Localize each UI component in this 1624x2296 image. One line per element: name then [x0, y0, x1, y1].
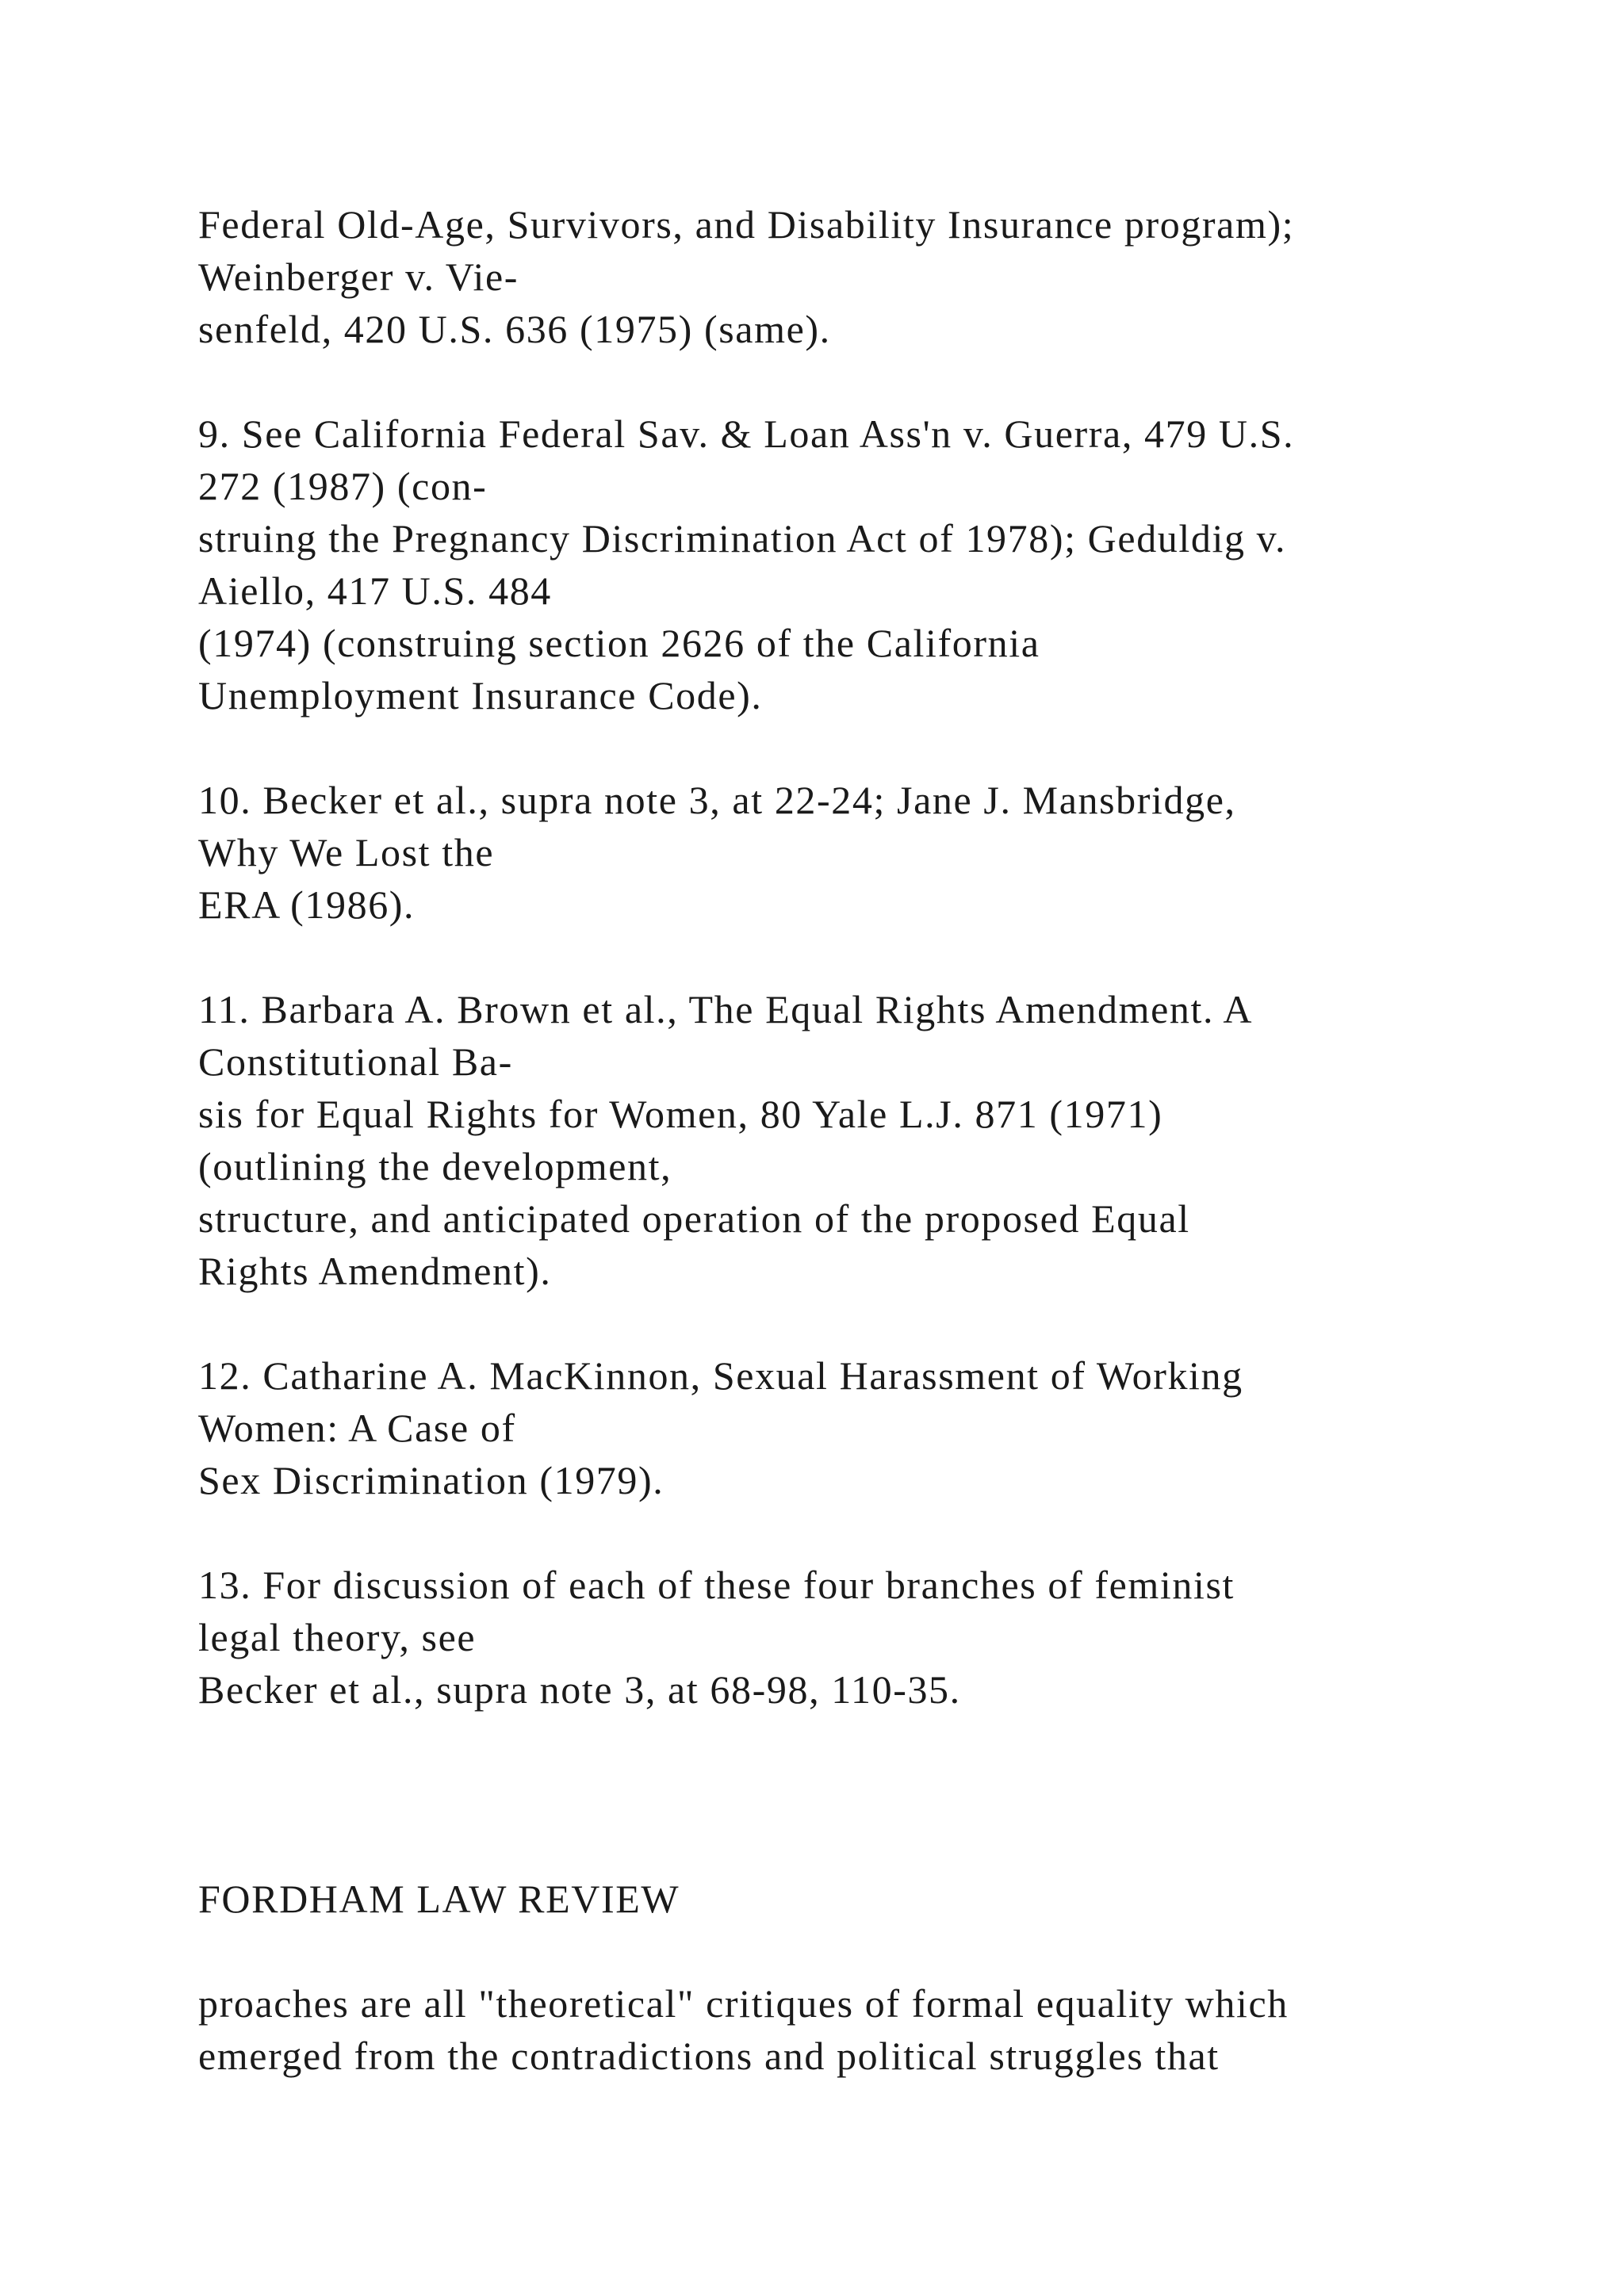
- text-line: Aiello, 417 U.S. 484: [198, 568, 552, 613]
- text-line: Women: A Case of: [198, 1406, 516, 1450]
- text-line: ERA (1986).: [198, 882, 416, 927]
- text-line: (1974) (construing section 2626 of the California: [198, 621, 1040, 665]
- text-line: senfeld, 420 U.S. 636 (1975) (same).: [198, 307, 831, 351]
- text-line: emerged from the contradictions and political struggles that: [198, 2034, 1220, 2078]
- text-line: (outlining the development,: [198, 1144, 672, 1188]
- text-line: structure, and anticipated operation of the proposed Equal: [198, 1196, 1190, 1241]
- text-line: Constitutional Ba-: [198, 1039, 513, 1084]
- text-line: sis for Equal Rights for Women, 80 Yale L.J. 871 (1971): [198, 1092, 1163, 1136]
- text-line: Unemployment Insurance Code).: [198, 673, 763, 718]
- text-line: 11. Barbara A. Brown et al., The Equal Rights Amendment. A: [198, 987, 1254, 1031]
- text-line: 13. For discussion of each of these four branches of feminist: [198, 1563, 1235, 1607]
- text-line: 9. See California Federal Sav. & Loan Ass'n v. Guerra, 479 U.S.: [198, 411, 1295, 456]
- running-header: FORDHAM LAW REVIEW: [198, 1877, 680, 1921]
- text-line: 10. Becker et al., supra note 3, at 22-24; Jane J. Mansbridge,: [198, 778, 1236, 822]
- text-line: proaches are all "theoretical" critiques of formal equality which: [198, 1981, 1289, 2026]
- text-line: Sex Discrimination (1979).: [198, 1458, 665, 1502]
- text-line: legal theory, see: [198, 1615, 477, 1659]
- text-line: Why We Lost the: [198, 830, 495, 874]
- text-line: Weinberger v. Vie-: [198, 254, 519, 299]
- text-line: 272 (1987) (con-: [198, 464, 488, 508]
- text-line: Federal Old-Age, Survivors, and Disability Insurance program);: [198, 202, 1295, 247]
- text-line: Rights Amendment).: [198, 1249, 552, 1293]
- text-line: struing the Pregnancy Discrimination Act of 1978); Geduldig v.: [198, 516, 1287, 561]
- text-line: 12. Catharine A. MacKinnon, Sexual Harassment of Working: [198, 1353, 1243, 1398]
- text-line: Becker et al., supra note 3, at 68-98, 110-35.: [198, 1667, 961, 1712]
